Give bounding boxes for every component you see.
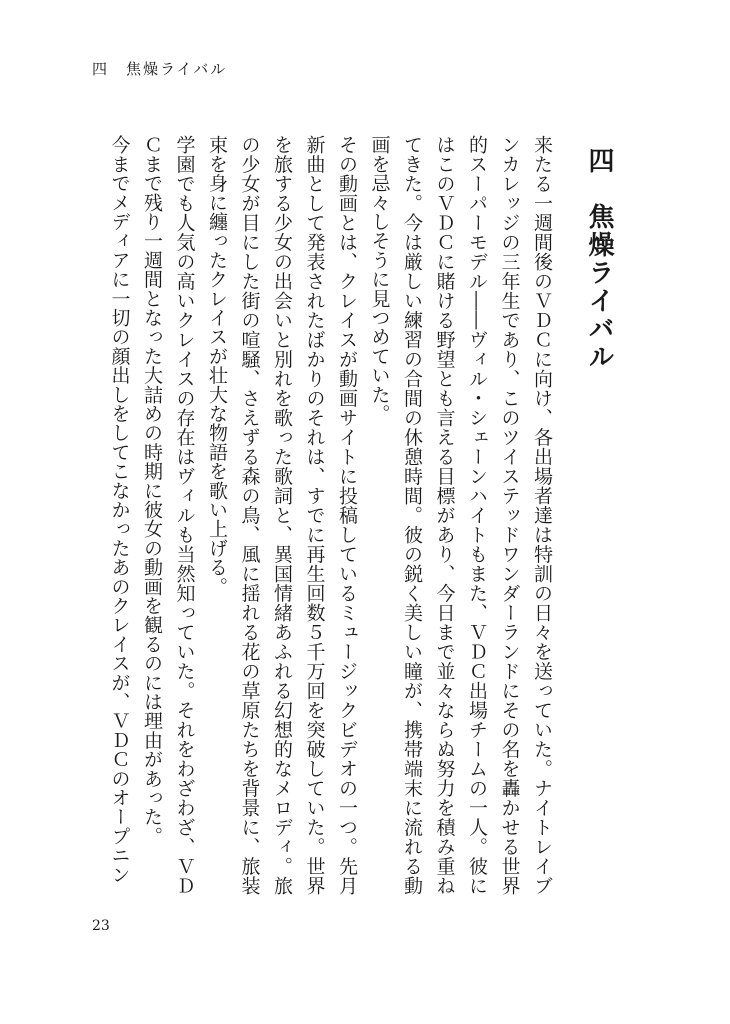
- paragraph: その動画とは、クレイスが動画サイトに投稿しているミュージックビデオの一つ。先月新曲として発表されたばかりのそれは、すでに再生回数５千万回を突破していた。世界を旅する少女の出会いと別れを歌った歌詞と、異国情緒あふれる幻想的なメロディ。旅の少女が目にした街の喧騒、さえずる森の鳥、風に揺れる花の草原たちを背景に、旅装束を身に纏ったクレイスが壮大な物語を歌い上げる。: [206, 135, 358, 895]
- page-number: 23: [92, 918, 110, 934]
- chapter-title: 四 焦燥ライバル: [584, 147, 614, 371]
- paragraph: 来たる一週間後のＶＤＣに向け、各出場者達は特訓の日々を送っていた。ナイトレイブンカレッジの三年生であり、このツイステッドワンダーランドにその名を轟かせる世界的スーパーモデル――ヴィル・シェーンハイトもまた、ＶＤＣ出場チームの一人。彼にはこのＶＤＣに賭ける野望とも言える目標があり、今日まで並々ならぬ努力を積み重ねてきた。今は厳しい練習の合間の休憩時間。彼の鋭く美しい瞳が、携帯端末に流れる動画を忌々しそうに見つめていた。: [368, 135, 553, 895]
- running-header: 四 焦燥ライバル: [92, 60, 228, 78]
- paragraph: 今までメディアに一切の顔出しをしてこなかったあのクレイスが、ＶＤＣのオープニン: [108, 135, 131, 884]
- paragraph: 学園でも人気の高いクレイスの存在はヴィルも当然知っていた。それをわざわざ、ＶＤＣまで残り一週間となった大詰めの時期に彼女の動画を観るのには理由があった。: [141, 135, 196, 895]
- vertical-text-block: [100, 135, 620, 895]
